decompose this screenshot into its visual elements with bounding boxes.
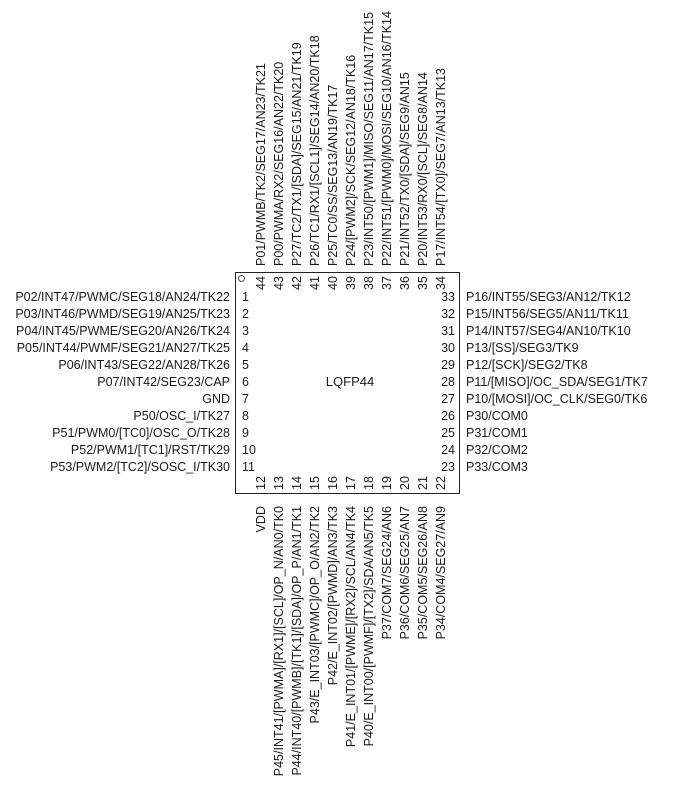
pin-label: P11/[MISO]/OC_SDA/SEG1/TK7 [466,375,648,389]
pin-label: P53/PWM2/[TC2]/SOSC_I/TK30 [50,460,230,474]
pin-number: 30 [441,341,455,355]
pin-label: P30/COM0 [466,409,528,423]
pin-label: P01/PWMB/TK2/SEG17/AN23/TK21 [254,63,268,266]
pin-label: P16/INT55/SEG3/AN12/TK12 [466,290,631,304]
pin-number: 27 [441,392,455,406]
pin-label: P06/INT43/SEG22/AN28/TK26 [58,358,230,372]
pin-number: 35 [416,276,430,290]
pin-label: P50/OSC_I/TK27 [133,409,230,423]
pin-label: P27/TC2/TX1/[SDA]/SEG15/AN21/TK19 [290,42,304,266]
pin-number: 18 [362,476,376,490]
pin-number: 11 [242,460,255,474]
pin-number: 6 [242,375,249,389]
pin-number: 33 [441,290,455,304]
pin-label: P40/E_INT00/[PWMF]/[TX2]/SDA/AN5/TK5 [362,506,376,747]
pin-label: GND [202,392,230,406]
pin-number: 25 [441,426,455,440]
pin-label: P25/TC0/SS/SEG13/AN19/TK17 [326,84,340,266]
pin-label: P52/PWM1/[TC1]/RST/TK29 [70,443,230,457]
pin-number: 40 [326,276,340,290]
pin-label: P33/COM3 [466,460,528,474]
pin-number: 9 [242,426,249,440]
pin-number: 1 [242,290,249,304]
pin-label: P42/E_INT02/[PWMD]/AN3/TK3 [326,506,340,686]
pin-label: P04/INT45/PWME/SEG20/AN26/TK24 [16,324,230,338]
pin-number: 34 [434,276,448,290]
pin-label: P15/INT56/SEG5/AN11/TK11 [466,307,629,321]
pin-label: P43/E_INT03/[PWMC]/OP_O/AN2/TK2 [308,506,322,724]
pin-label: P14/INT57/SEG4/AN10/TK10 [466,324,631,338]
pin-label: P20/INT53/RX0/[SCL]/SEG8/AN14 [416,72,430,266]
package-label: LQFP44 [325,374,375,389]
pin-label: P32/COM2 [466,443,528,457]
pin-number: 44 [254,276,268,290]
pin-label: P00/PWMA/RX2/SEG16/AN22/TK20 [272,61,286,266]
pin-number: 24 [441,443,455,457]
pin-label: P41/E_INT01/[PWME]/[RX2]/SCL/AN4/TK4 [344,506,358,748]
pin-number: 3 [242,324,249,338]
pin-number: 36 [398,276,412,290]
pin-label: P51/PWM0/[TC0]/OSC_O/TK28 [52,426,230,440]
pin-number: 12 [254,476,268,490]
pin-label: P13/[SS]/SEG3/TK9 [466,341,579,355]
pin-label: P31/COM1 [466,426,528,440]
pin-label: P21/INT52/TX0/[SDA]/SEG9/AN15 [398,72,412,266]
pin-number: 43 [272,276,286,290]
pin-label: P23/INT50/[PWM1]/MISO/SEG11/AN17/TK15 [362,11,376,266]
pin-label: P12/[SCK]/SEG2/TK8 [466,358,588,372]
pin-label: P22/INT51/[PWM0]/MOSI/SEG10/AN16/TK14 [380,11,394,266]
pin-label: P26/TC1/RX1/[SCL1]/SEG14/AN20/TK18 [308,35,322,266]
pin-number: 17 [344,476,358,490]
pin-label: P24/[PWM2]/SCK/SEG12/AN18/TK16 [344,54,358,266]
pin-number: 23 [441,460,455,474]
pin-number: 32 [441,307,455,321]
pin-number: 8 [242,409,249,423]
pin-label: P37/COM7/SEG24/AN6 [380,506,394,640]
pin-number: 29 [441,358,455,372]
pin-label: P03/INT46/PWMD/SEG19/AN25/TK23 [15,307,230,321]
pin-label: P35/COM5/SEG26/AN8 [416,506,430,640]
pin-label: P17/INT54/[TX0]/SEG7/AN13/TK13 [434,67,448,266]
pin-number: 42 [290,276,304,290]
pin-label: P45/INT41/[PWMA]/[RX1]/[SCL]/OP_N/AN0/TK0 [272,506,286,777]
pin-number: 15 [308,476,322,490]
pin-number: 19 [380,476,394,490]
pin-number: 5 [242,358,249,372]
pin-number: 16 [326,476,340,490]
pin-number: 22 [434,476,448,490]
pin-label: VDD [254,506,268,533]
pin-number: 38 [362,276,376,290]
pin-number: 13 [272,476,286,490]
pin-number: 37 [380,276,394,290]
pin-label: P02/INT47/PWMC/SEG18/AN24/TK22 [15,290,230,304]
pin-number: 28 [441,375,455,389]
pin-label: P07/INT42/SEG23/CAP [97,375,230,389]
pin-label: P05/INT44/PWMF/SEG21/AN27/TK25 [16,341,230,355]
pin-number: 2 [242,307,249,321]
pin-number: 14 [290,476,304,490]
pin-label: P10/[MOSI]/OC_CLK/SEG0/TK6 [466,392,648,406]
pin-number: 10 [242,443,256,457]
pin-number: 21 [416,476,430,490]
pin-number: 39 [344,276,358,290]
pin1-circle-icon [238,275,245,282]
pin-label: P44/INT40/[PWMB]/[TK1]/[SDA]/OP_P/AN1/TK1 [290,506,304,776]
pin-label: P34/COM4/SEG27/AN9 [434,506,448,640]
pin-number: 20 [398,476,412,490]
pin-number: 41 [308,276,322,290]
pin-number: 26 [441,409,455,423]
pin-number: 31 [441,324,455,338]
pin-label: P36/COM6/SEG25/AN7 [398,506,412,640]
pin-number: 7 [242,392,249,406]
pin-number: 4 [242,341,249,355]
